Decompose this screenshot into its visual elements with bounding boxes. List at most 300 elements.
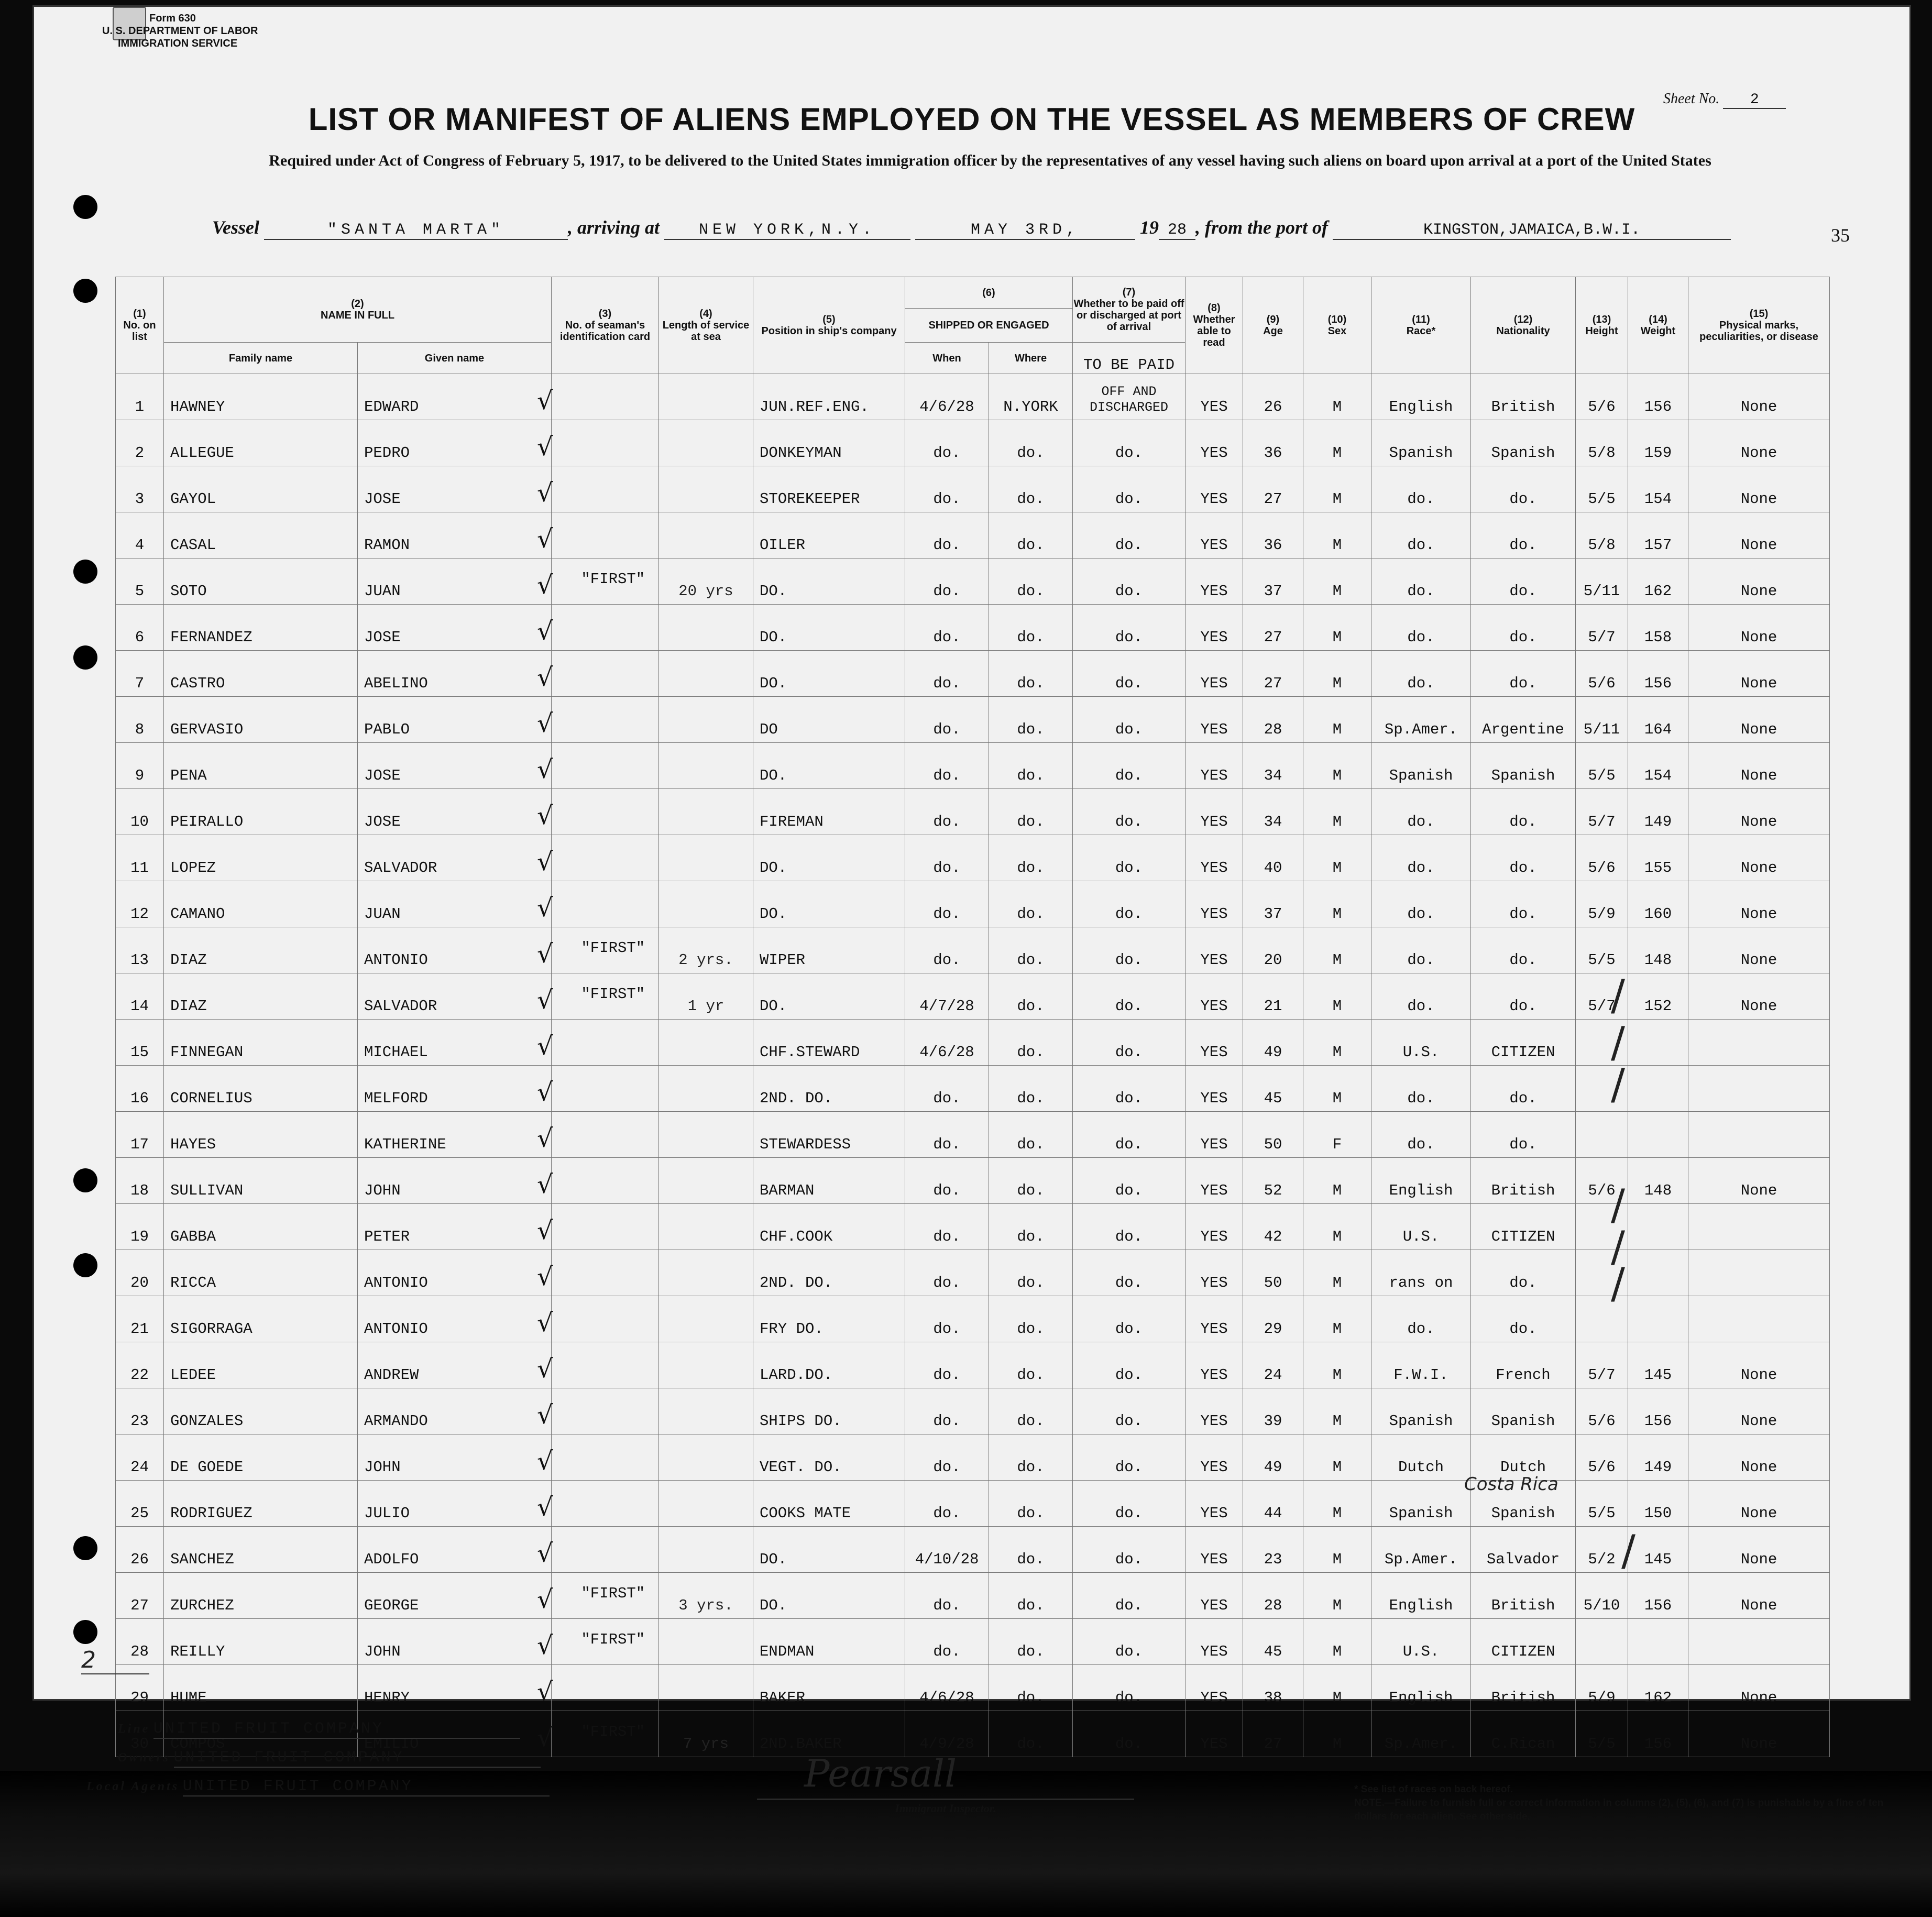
paid-off-cell [1073,743,1185,789]
family-name: DIAZ [170,998,207,1015]
paid-off-cell [1073,1204,1185,1250]
sex: M [1332,1505,1342,1522]
height-cell [1576,1342,1628,1388]
sex: M [1332,767,1342,784]
race-cell [1371,651,1471,697]
card-number-cell [537,1573,659,1619]
physical-marks: None [1740,813,1777,830]
check-mark: √ [537,571,553,600]
given-name-cell [358,1665,552,1711]
able-to-read: YES [1200,998,1228,1015]
given-name-cell [358,697,552,743]
able-to-read: YES [1200,398,1228,415]
given-name: ADOLFO [364,1551,419,1568]
race: do. [1407,1320,1435,1338]
height: 5/8 [1588,444,1616,462]
physical-marks-cell [1688,1481,1830,1527]
sex: M [1332,1689,1342,1706]
given-name-cell [358,789,552,835]
physical-marks-cell [1688,1066,1830,1112]
able-to-read-cell [1185,1204,1243,1250]
able-to-read: YES [1200,1182,1228,1199]
able-to-read-cell [1185,1296,1243,1342]
paid-off-cell [1073,1527,1185,1573]
col-name: (2) NAME IN FULL [164,277,552,343]
weight: 159 [1644,444,1672,462]
punch-hole [73,1620,97,1644]
shipped-when: do. [933,1136,961,1153]
family-name: HUME [170,1689,207,1706]
shipped-where: do. [1017,1551,1045,1568]
able-to-read-cell [1185,420,1243,466]
nationality-cell [1471,1665,1576,1711]
age: 20 [1264,951,1282,969]
age-cell [1243,420,1303,466]
paid-off: do. [1115,1505,1143,1522]
family-name: COMPOS [170,1735,225,1752]
shipped-when: do. [933,1412,961,1430]
height-cell [1576,1527,1628,1573]
shipped-where: N.YORK [1003,398,1058,415]
check-mark: √ [537,1493,553,1522]
given-name: ANTONIO [364,951,428,969]
length-of-service-cell [659,466,753,512]
family-name-cell [164,1066,358,1112]
nationality-cell [1471,651,1576,697]
physical-marks-cell [1688,1388,1830,1434]
family-name-cell [164,697,358,743]
position-cell [753,466,905,512]
weight: 154 [1644,490,1672,508]
family-name-cell [164,512,358,558]
able-to-read-cell [1185,1711,1243,1757]
family-name: REILLY [170,1643,225,1660]
position-cell [753,1434,905,1481]
weight-cell [1628,1665,1688,1711]
position-cell [753,1665,905,1711]
family-name-cell [164,1573,358,1619]
shipped-when-cell [905,466,989,512]
row-number: 23 [130,1412,149,1430]
physical-marks: None [1740,629,1777,646]
height: 5/6 [1588,859,1616,877]
height-cell [1576,835,1628,881]
weight-cell [1628,1434,1688,1481]
paid-off: do. [1115,1274,1143,1291]
age-cell [1243,1619,1303,1665]
age: 27 [1264,1735,1282,1752]
position: DO. [760,998,787,1015]
row-number: 30 [130,1735,149,1752]
given-name-cell [358,420,552,466]
paid-off-cell [1073,1619,1185,1665]
check-mark: √ [537,801,553,830]
able-to-read-cell [1185,466,1243,512]
family-name: ZURCHEZ [170,1597,234,1614]
given-name: JOSE [364,629,401,646]
table-row [116,743,1830,789]
weight: 162 [1644,583,1672,600]
check-mark: √ [537,939,553,969]
shipped-when: 4/6/28 [919,1689,974,1706]
sheet-number-value: 2 [1723,92,1786,109]
shipped-when-cell [905,420,989,466]
nationality: British [1491,1182,1555,1199]
age-cell [1243,558,1303,605]
family-name-cell [164,1112,358,1158]
shipped-when: 4/7/28 [919,998,974,1015]
family-name-cell [164,374,358,420]
age: 34 [1264,767,1282,784]
race-cell [1371,1250,1471,1296]
sex: M [1332,1090,1342,1107]
shipped-where-cell [989,743,1073,789]
age-cell [1243,1066,1303,1112]
table-row [116,1388,1830,1434]
nationality: Spanish [1491,1412,1555,1430]
paid-off: OFF AND DISCHARGED [1089,384,1169,415]
height-cell [1576,1573,1628,1619]
owners-value: UNITED FRUIT COMPANY [174,1749,541,1768]
shipped-where-cell [989,1573,1073,1619]
nationality-cell [1471,466,1576,512]
able-to-read: YES [1200,1412,1228,1430]
shipped-when-cell [905,1388,989,1434]
sex-cell [1303,1066,1371,1112]
able-to-read: YES [1200,629,1228,646]
shipped-when-cell [905,1342,989,1388]
card-number-cell [537,835,659,881]
shipped-when-cell [905,374,989,420]
paid-off-cell [1073,420,1185,466]
sex-cell [1303,697,1371,743]
weight-cell [1628,1066,1688,1112]
given-name-cell [358,374,552,420]
race-cell [1371,697,1471,743]
race: do. [1407,905,1435,923]
shipped-where-cell [989,697,1073,743]
col-no: (1) No. on list [116,277,164,374]
age: 27 [1264,490,1282,508]
family-name: GONZALES [170,1412,244,1430]
paid-off: do. [1115,1182,1143,1199]
nationality-cell [1471,374,1576,420]
physical-marks-cell [1688,697,1830,743]
paid-off-cell [1073,697,1185,743]
physical-marks: None [1740,1459,1777,1476]
weight: 158 [1644,629,1672,646]
given-name: RAMON [364,536,410,554]
shipped-when: do. [933,444,961,462]
nationality: do. [1509,629,1537,646]
paid-off: do. [1115,1597,1143,1614]
physical-marks-cell [1688,466,1830,512]
family-name: CAMANO [170,905,225,923]
weight-cell [1628,973,1688,1020]
height: 5/9 [1588,905,1616,923]
row-number-cell [116,1573,164,1619]
weight-cell [1628,1711,1688,1757]
height-cell [1576,1619,1628,1665]
shipped-where: do. [1017,1366,1045,1384]
able-to-read-cell [1185,605,1243,651]
shipped-when-cell [905,1481,989,1527]
length-of-service-cell [659,605,753,651]
height-cell [1576,881,1628,927]
paid-off-cell [1073,1250,1185,1296]
paid-off: do. [1115,1366,1143,1384]
height: 5/6 [1588,1182,1616,1199]
paid-off-cell [1073,651,1185,697]
shipped-when: do. [933,813,961,830]
shipped-where-cell [989,1112,1073,1158]
paid-off-cell [1073,1665,1185,1711]
family-name: LOPEZ [170,859,216,877]
nationality-cell [1471,512,1576,558]
family-name: SANCHEZ [170,1551,234,1568]
race-cell [1371,605,1471,651]
table-row [116,512,1830,558]
paid-off: do. [1115,1412,1143,1430]
able-to-read: YES [1200,1551,1228,1568]
punch-hole [73,645,97,670]
weight: 156 [1644,675,1672,692]
given-name-cell [358,651,552,697]
card-number-cell [537,1158,659,1204]
sex: M [1332,998,1342,1015]
paid-header-line: TO BE PAID [1073,343,1185,374]
paid-off: do. [1115,1735,1143,1752]
position: VEGT. DO. [760,1459,842,1476]
position: STOREKEEPER [760,490,860,508]
height: 5/7 [1588,998,1616,1015]
shipped-where: do. [1017,1643,1045,1660]
weight-cell [1628,1388,1688,1434]
family-name: LEDEE [170,1366,216,1384]
nationality: do. [1509,583,1537,600]
sex-cell [1303,1388,1371,1434]
race-cell [1371,1665,1471,1711]
given-name-cell [358,743,552,789]
nationality-cell [1471,420,1576,466]
given-name-cell [358,466,552,512]
race-cell [1371,743,1471,789]
nationality: C.Rican [1491,1735,1555,1752]
shipped-where-cell [989,1158,1073,1204]
length-of-service-cell [659,881,753,927]
height-cell [1576,558,1628,605]
paid-off: do. [1115,1459,1143,1476]
physical-marks: None [1740,1551,1777,1568]
weight: 154 [1644,767,1672,784]
physical-marks: None [1740,998,1777,1015]
shipped-when-cell [905,605,989,651]
agents-value: UNITED FRUIT COMPANY [183,1778,550,1796]
length-of-service-cell [659,1250,753,1296]
handwritten-tick: / [1611,1018,1625,1067]
height: 5/7 [1588,629,1616,646]
position: DO. [760,629,787,646]
position: 2ND.BAKER [760,1735,842,1752]
age: 34 [1264,813,1282,830]
shipped-when-cell [905,789,989,835]
family-name: RODRIGUEZ [170,1505,253,1522]
race: Spanish [1389,767,1453,784]
shipped-where-cell [989,512,1073,558]
position-cell [753,973,905,1020]
row-number-cell [116,1342,164,1388]
race: do. [1407,1136,1435,1153]
sex: M [1332,1228,1342,1245]
physical-marks-cell [1688,789,1830,835]
race-cell [1371,1619,1471,1665]
row-number: 19 [130,1228,149,1245]
sex: M [1332,444,1342,462]
table-row [116,1619,1830,1665]
sex-cell [1303,558,1371,605]
height: 5/6 [1588,1459,1616,1476]
shipped-when: do. [933,583,961,600]
able-to-read: YES [1200,583,1228,600]
shipped-when: 4/10/28 [915,1551,979,1568]
family-name: PEIRALLO [170,813,244,830]
row-number-cell [116,605,164,651]
shipped-when-cell [905,1434,989,1481]
card-number-cell [537,420,659,466]
height: 5/11 [1583,583,1620,600]
races-note: * See list of races on back hereof. [1354,1784,1513,1795]
weight: 145 [1644,1551,1672,1568]
race-cell [1371,1388,1471,1434]
length-of-service-cell [659,1665,753,1711]
race-cell [1371,1573,1471,1619]
given-name-cell [358,1250,552,1296]
given-name-cell [358,558,552,605]
position-cell [753,374,905,420]
family-name-cell [164,1296,358,1342]
card-number-cell [537,789,659,835]
physical-marks-cell [1688,835,1830,881]
height: 5/6 [1588,398,1616,415]
check-mark: √ [537,1124,553,1153]
age-cell [1243,1296,1303,1342]
given-name: JUAN [364,583,401,600]
check-mark: √ [537,1216,553,1245]
age-cell [1243,1434,1303,1481]
position-cell [753,789,905,835]
punch-hole [73,279,97,303]
table-row [116,835,1830,881]
height-cell [1576,1112,1628,1158]
physical-marks: None [1740,1366,1777,1384]
position-cell [753,1388,905,1434]
card-number-cell [537,466,659,512]
height-cell [1576,512,1628,558]
age: 27 [1264,629,1282,646]
shipped-when-cell [905,1158,989,1204]
sex-cell [1303,1158,1371,1204]
row-number-cell [116,789,164,835]
sex: M [1332,1597,1342,1614]
paid-off: do. [1115,490,1143,508]
nationality: do. [1509,905,1537,923]
position: DO. [760,675,787,692]
shipped-when: do. [933,767,961,784]
department-line: U. S. DEPARTMENT OF LABOR [102,25,258,37]
card-number-cell [537,1388,659,1434]
card-number-cell [537,1619,659,1665]
punch-hole [73,560,97,584]
weight-cell [1628,512,1688,558]
shipped-where-cell [989,1527,1073,1573]
vessel-line: Vessel "SANTA MARTA" , arriving at NEW YORK,N.Y. MAY 3RD, 19 28 , from the port of KINGSTON,JAMAICA,B.W.I. [212,216,1731,240]
shipped-when-cell [905,1066,989,1112]
shipped-when-cell [905,1020,989,1066]
able-to-read: YES [1200,767,1228,784]
year-prefix: 19 [1140,217,1159,238]
sex: M [1332,629,1342,646]
family-name-cell [164,1020,358,1066]
family-name-cell [164,927,358,973]
row-number-cell [116,1527,164,1573]
row-number-cell [116,651,164,697]
position: CHF.COOK [760,1228,833,1245]
shipped-where: do. [1017,721,1045,738]
given-name: HENRY [364,1689,410,1706]
card-number-cell [537,1342,659,1388]
position: DO. [760,905,787,923]
weight: 157 [1644,536,1672,554]
age: 24 [1264,1366,1282,1384]
sex: M [1332,1182,1342,1199]
able-to-read: YES [1200,1643,1228,1660]
age: 36 [1264,536,1282,554]
length-of-service-cell [659,1342,753,1388]
physical-marks-cell [1688,927,1830,973]
given-name-cell [358,1481,552,1527]
family-name: DE GOEDE [170,1459,244,1476]
age: 36 [1264,444,1282,462]
paid-off: do. [1115,1320,1143,1338]
shipped-when: do. [933,1597,961,1614]
family-name-cell [164,1434,358,1481]
race: U.S. [1402,1044,1440,1061]
family-name: PENA [170,767,207,784]
able-to-read: YES [1200,1228,1228,1245]
row-number-cell [116,743,164,789]
shipped-when-cell [905,1296,989,1342]
sex-cell [1303,1573,1371,1619]
position-cell [753,743,905,789]
weight: 145 [1644,1366,1672,1384]
card-number-cell [537,743,659,789]
sex-cell [1303,1434,1371,1481]
row-number: 4 [135,536,145,554]
physical-marks: None [1740,1412,1777,1430]
col-card: (3) No. of seaman's identification card [552,277,659,374]
sex: M [1332,583,1342,600]
nationality-cell [1471,1250,1576,1296]
race-cell [1371,1711,1471,1757]
shipped-where: do. [1017,1459,1045,1476]
race: English [1389,1597,1453,1614]
race-cell [1371,881,1471,927]
age: 45 [1264,1090,1282,1107]
card-number-cell [537,1250,659,1296]
card-number-cell [537,1481,659,1527]
table-row [116,927,1830,973]
position: DO [760,721,778,738]
